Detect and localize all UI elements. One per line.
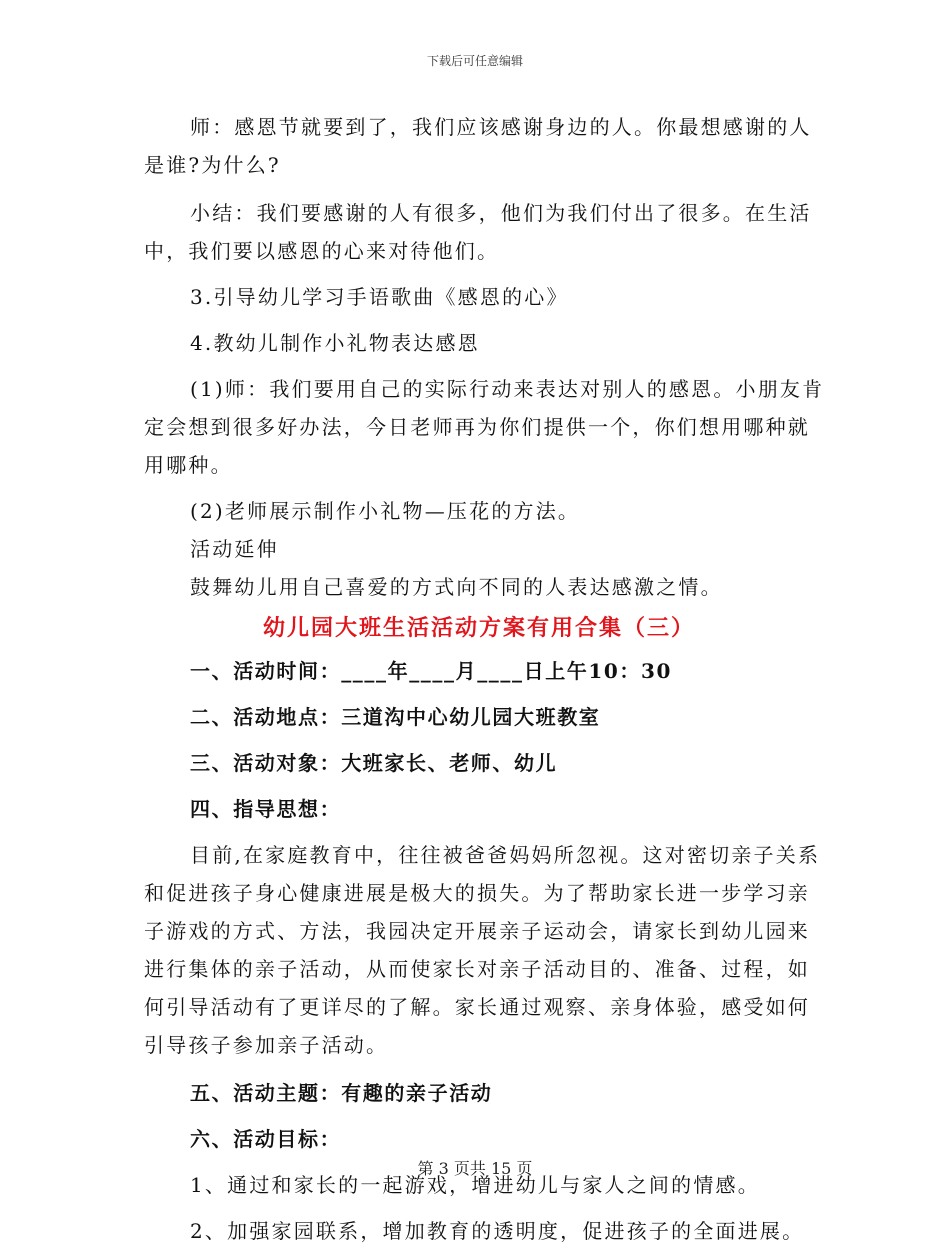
goal-2: 2、加强家园联系，增加教育的透明度，促进孩子的全面进展。 (190, 1219, 805, 1243)
page-header: 下载后可任意编辑 (426, 54, 523, 68)
paragraph-step-4-1 (144, 370, 825, 484)
text-line: 小结：我们要感谢的人有很多，他们为我们付出了很多。在生活 (190, 201, 812, 225)
text-line: 用哪种。 (144, 453, 233, 477)
item-guide: 四、指导思想： (190, 797, 342, 821)
item-theme: 五、活动主题：有趣的亲子活动 (190, 1081, 493, 1105)
text-line: 引导孩子参加亲子活动。 (144, 1033, 389, 1057)
document-body (144, 108, 825, 1250)
text-line: 何引导活动有了更详尽的了解。家长通过观察、亲身体验，感受如何 (144, 995, 810, 1019)
text-line: 子游戏的方式、方法，我园决定开展亲子运动会，请家长到幼儿园来 (144, 919, 810, 943)
text-line: 师：感恩节就要到了，我们应该感谢身边的人。你最想感谢的人 (190, 115, 812, 139)
item-time: 一、活动时间：____年____月____日上午10：30 (190, 659, 673, 683)
section-title: 幼儿园大班生活活动方案有用合集（三） (262, 615, 695, 641)
text-line: 目前,在家庭教育中，往往被爸爸妈妈所忽视。这对密切亲子关系 (190, 843, 821, 867)
text-line: 定会想到很多好办法，今日老师再为你们提供一个，你们想用哪种就 (144, 415, 810, 439)
step-4: 4.教幼儿制作小礼物表达感恩 (190, 331, 480, 355)
step-3: 3.引导幼儿学习手语歌曲《感恩的心》 (190, 285, 569, 309)
activity-extension-heading: 活动延伸 (190, 537, 279, 561)
page-footer: 第 3 页共 15 页 (417, 1159, 533, 1178)
activity-extension-text: 鼓舞幼儿用自己喜爱的方式向不同的人表达感激之情。 (190, 575, 723, 599)
text-line: 是谁?为什么? (144, 153, 281, 177)
step-4-2: (2)老师展示制作小礼物—压花的方法。 (190, 499, 581, 523)
paragraph-summary (144, 194, 814, 270)
item-place: 二、活动地点：三道沟中心幼儿园大班教室 (190, 705, 601, 729)
goal-1: 1、通过和家长的一起游戏，增进幼儿与家人之间的情感。 (190, 1173, 760, 1197)
text-line: (1)师：我们要用自己的实际行动来表达对别人的感恩。小朋友肯 (190, 377, 825, 401)
text-line: 进行集体的亲子活动，从而使家长对亲子活动目的、准备、过程，如 (144, 957, 810, 981)
paragraph-thanks-question (144, 108, 814, 184)
item-goal: 六、活动目标： (190, 1127, 342, 1151)
item-target: 三、活动对象：大班家长、老师、幼儿 (190, 751, 558, 775)
text-line: 中，我们要以感恩的心来对待他们。 (144, 239, 500, 263)
paragraph-guide (144, 836, 821, 1064)
text-line: 和促进孩子身心健康进展是极大的损失。为了帮助家长进一步学习亲 (144, 881, 810, 905)
